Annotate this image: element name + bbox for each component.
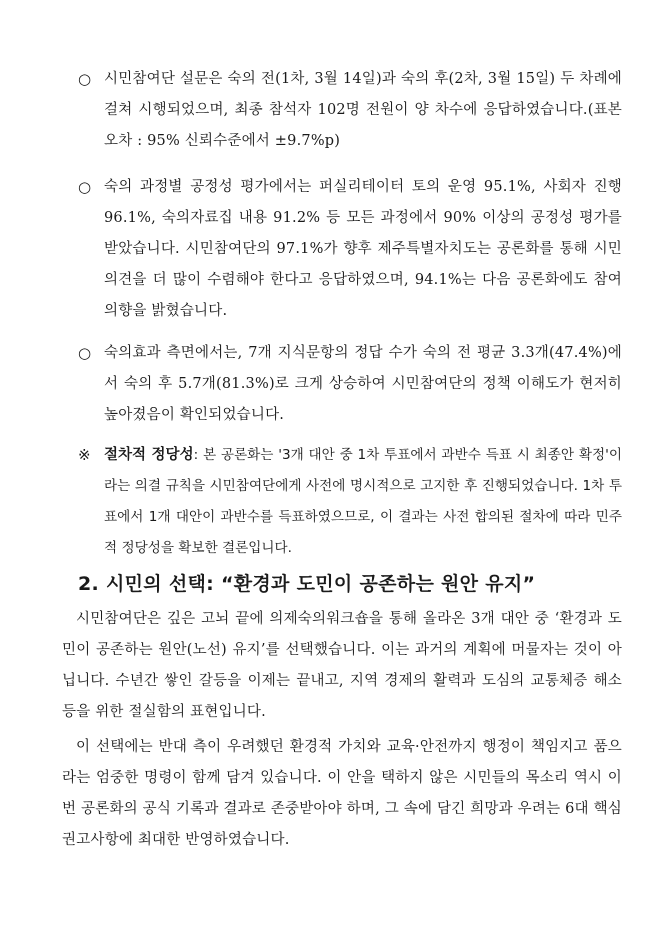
bullet-text: 숙의 과정별 공정성 평가에서는 퍼실리테이터 토의 운영 95.1%, 사회자 진행 96.1%, 숙의자료집 내용 91.2% 등 모든 과정에서 90% 이상의 공정성 평가를 받았습니다. 시민참여단의 97.1%가 향후 제주특별자치도는 공론화를 통해 시민 의견을 더 많이 수렴해야 한다고 응답하였으며, 94.1%는 다음 공론화에도 참여 의향을 밝혔습니다.: [104, 179, 622, 319]
bullet-text: 숙의효과 측면에서는, 7개 지식문항의 정답 수가 숙의 전 평균 3.3개(47.4%)에서 숙의 후 5.7개(81.3%)로 크게 상승하여 시민참여단의 정책 이해도가 현저히 높아졌음이 확인되었습니다.: [104, 345, 622, 423]
bullet-deliberation-effect: [78, 338, 622, 431]
bullet-fairness: [78, 172, 622, 327]
note-title: 절차적 정당성: [104, 447, 194, 463]
note-text: : 본 공론화는 '3개 대안 중 1차 투표에서 과반수 득표 시 최종안 확정'이라는 의결 규칙을 시민참여단에게 사전에 명시적으로 고지한 후 진행되었습니다. 1차 투표에서 1개 대안이 과반수를 득표하였으므로, 이 결과는 사전 합의된 절차에 따라 민주적 정당성을 확보한 결론입니다.: [104, 447, 622, 556]
bullet-text: 시민참여단 설문은 숙의 전(1차, 3월 14일)과 숙의 후(2차, 3월 15일) 두 차례에 걸쳐 시행되었으며, 최종 참석자 102명 전원이 양 차수에 응답하였습니다.(표본오차 : 95% 신뢰수준에서 ±9.7%p): [104, 71, 622, 149]
circle-bullet-icon: ○: [78, 344, 92, 362]
bullet-survey: [78, 64, 622, 157]
procedural-legitimacy-note: [78, 440, 622, 564]
section-paragraph: 이 선택에는 반대 측이 우려했던 환경적 가치와 교육·안전까지 행정이 책임지고 품으라는 엄중한 명령이 함께 담겨 있습니다. 이 안을 택하지 않은 시민들의 목소리 역시 이번 공론화의 공식 기록과 결과로 존중받아야 하며, 그 속에 담긴 희망과 우려는 6대 핵심 권고사항에 최대한 반영하였습니다.: [62, 739, 622, 848]
reference-mark-icon: ※: [78, 446, 91, 464]
section-heading: 2. 시민의 선택: “환경과 도민이 공존하는 원안 유지”: [78, 573, 536, 595]
circle-bullet-icon: ○: [78, 70, 92, 88]
section-paragraph: 시민참여단은 깊은 고뇌 끝에 의제숙의워크숍을 통해 올라온 3개 대안 중 ‘환경과 도민이 공존하는 원안(노선) 유지’를 선택했습니다. 이는 과거의 계획에 머물자는 것이 아닙니다. 수년간 쌓인 갈등을 이제는 끝내고, 지역 경제의 활력과 도심의 교통체증 해소 등을 위한 절실함의 표현입니다.: [62, 611, 622, 720]
circle-bullet-icon: ○: [78, 178, 92, 196]
